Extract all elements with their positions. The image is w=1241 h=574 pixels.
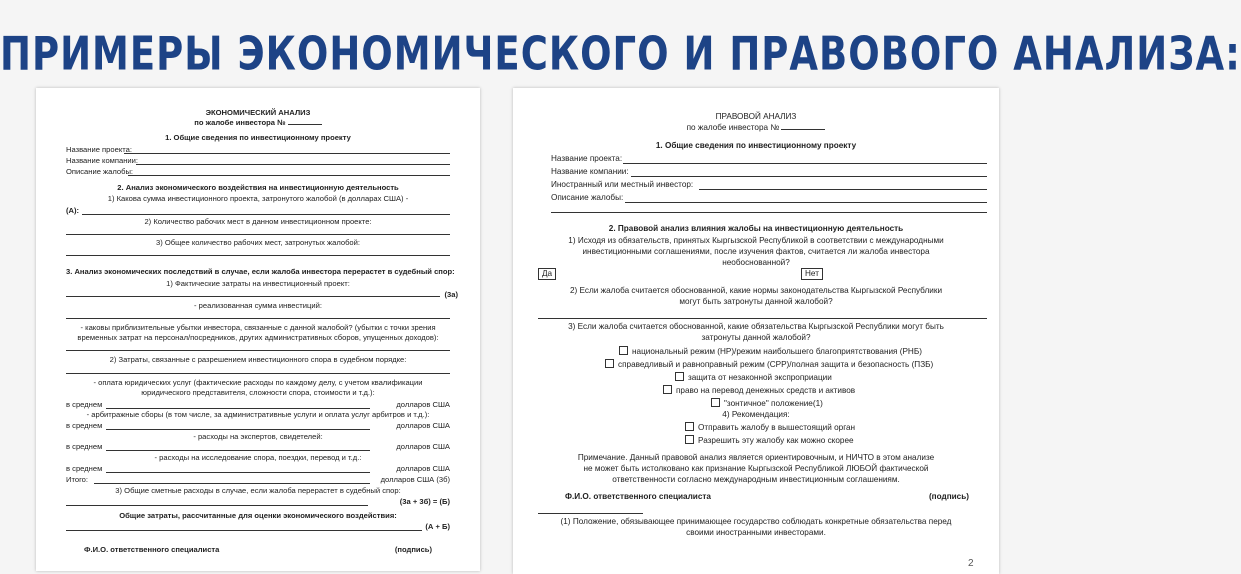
econ-3a-line[interactable] (66, 296, 440, 297)
econ-avg-4: в среднем (66, 464, 103, 473)
econ-section-1: 1. Общие сведения по инвестиционному проекту (165, 133, 351, 142)
legal-q1-line3: необоснованной? (722, 258, 790, 267)
econ-q2: 2) Количество рабочих мест в данном инвестиционном проекте: (144, 217, 372, 226)
econ-q33: 3) Общие сметные расходы в случае, если жалоба перерастет в судебный спор: (115, 486, 401, 495)
econ-field-project-line[interactable] (124, 153, 450, 154)
legal-q2-line1: 2) Если жалоба считается обоснованной, какие нормы законодательства Кыргызской Республики (569, 286, 943, 295)
legal-field-project-line[interactable] (623, 163, 987, 164)
econ-field-complaint-line[interactable] (128, 175, 450, 176)
legal-field-investor-label: Иностранный или местный инвестор: (551, 180, 694, 189)
checkbox-icon[interactable] (685, 422, 694, 431)
econ-legal-1: - оплата юридических услуг (фактические расходы по каждому делу, с учетом квалификации (93, 378, 423, 387)
economic-analysis-form (36, 88, 480, 571)
checkbox-icon[interactable] (675, 372, 684, 381)
econ-section-3: 3. Анализ экономических последствий в случае, если жалоба инвестора перерастет в судебный спор: (66, 267, 455, 276)
econ-b-line[interactable] (66, 505, 368, 506)
legal-q4: 4) Рекомендация: (722, 410, 790, 419)
econ-arbitration: - арбитражные сборы (в том числе, за административные услуги и оплата услуг арбитров и т.д.): (86, 410, 430, 419)
econ-research: - расходы на исследование спора, поездки, перевод и т.д.: (154, 453, 362, 462)
econ-3b-mark: долларов США (3б) (380, 475, 450, 484)
econ-q1: 1) Какова сумма инвестиционного проекта, затронутого жалобой (в долларах США) - (107, 194, 409, 203)
econ-fio: Ф.И.О. ответственного специалиста (84, 545, 220, 554)
econ-avg-1: в среднем (66, 400, 103, 409)
checkbox-icon[interactable] (605, 359, 614, 368)
econ-avg-3: в среднем (66, 442, 103, 451)
legal-q2-line2: могут быть затронуты данной жалобой? (679, 297, 833, 306)
checkbox-icon[interactable] (619, 346, 628, 355)
econ-losses-2: временных затрат на персонал/посредников, других административных сборов, упущенных доходов): (77, 333, 439, 342)
econ-title: ЭКОНОМИЧЕСКИЙ АНАЛИЗ (205, 108, 311, 117)
legal-field-complaint-line[interactable] (625, 202, 987, 203)
econ-avg-2: в среднем (66, 421, 103, 430)
legal-analysis-form (513, 88, 999, 574)
econ-total-label: Итого: (66, 475, 89, 484)
econ-avg-3-line[interactable] (106, 450, 370, 451)
econ-q3-line[interactable] (66, 255, 450, 256)
econ-q2-line[interactable] (66, 234, 450, 235)
econ-avg-1-line[interactable] (106, 408, 370, 409)
econ-subtitle: по жалобе инвестора № (36, 119, 480, 127)
econ-q32-line[interactable] (66, 373, 450, 374)
econ-q31: 1) Фактические затраты на инвестиционный проект: (166, 279, 350, 288)
econ-avg-4-line[interactable] (106, 472, 370, 473)
legal-title: ПРАВОВОЙ АНАЛИЗ (715, 112, 797, 121)
econ-b-mark: (3а + 3б) = (Б) (399, 497, 450, 506)
econ-overall: Общие затраты, рассчитанные для оценки экономического воздействия: (119, 511, 397, 520)
checkbox-icon[interactable] (711, 398, 720, 407)
legal-fio: Ф.И.О. ответственного специалиста (565, 492, 711, 501)
econ-field-company-label: Название компании: (66, 156, 139, 165)
econ-usd-1: долларов США (396, 400, 450, 409)
legal-q3-line2: затронуты данной жалобой? (701, 333, 811, 342)
econ-usd-3: долларов США (396, 442, 450, 451)
legal-footnote-2: своими иностранными инвесторами. (686, 528, 826, 537)
legal-q1-line1: 1) Исходя из обязательств, принятых Кыргызской Республикой в соответствии с международными (568, 236, 944, 245)
econ-field-project-label: Название проекта: (66, 145, 132, 154)
legal-field-complaint-line-2[interactable] (551, 212, 987, 213)
econ-total-line[interactable] (94, 483, 370, 484)
footnote-divider (538, 513, 643, 514)
legal-q1-line2: инвестиционными соглашениями, после изучения фактов, считается ли жалоба инвестора (582, 247, 930, 256)
legal-subtitle: по жалобе инвестора № (513, 124, 999, 132)
legal-q3-line1: 3) Если жалоба считается обоснованной, какие обязательства Кыргызской Республики могут быть (568, 322, 944, 331)
econ-ab-line[interactable] (66, 530, 422, 531)
econ-a-label: (А): (66, 206, 80, 215)
legal-opt-expropriation[interactable]: защита от незаконной экспроприации (675, 372, 832, 382)
legal-field-complaint-label: Описание жалобы: (551, 193, 624, 202)
legal-section-2: 2. Правовой анализ влияния жалобы на инвестиционную деятельность (608, 224, 904, 233)
econ-realized: - реализованная сумма инвестиций: (194, 301, 322, 310)
slide-title: ПРИМЕРЫ ЭКОНОМИЧЕСКОГО И ПРАВОВОГО АНАЛИЗА: (0, 27, 1241, 81)
checkbox-icon[interactable] (663, 385, 672, 394)
legal-opt-srr[interactable]: справедливый и равноправный режим (СРР)/полная защита и безопасность (ПЗБ) (605, 359, 933, 369)
legal-field-company-label: Название компании: (551, 167, 629, 176)
econ-field-complaint-label: Описание жалобы: (66, 167, 134, 176)
legal-note-3: ответственности согласно международным инвестиционным соглашениям. (612, 475, 900, 484)
legal-opt-umbrella[interactable]: "зонтичное" положение(1) (711, 398, 823, 408)
econ-sign: (подпись) (394, 545, 432, 554)
econ-q3: 3) Общее количество рабочих мест, затронутых жалобой: (155, 238, 361, 247)
legal-footnote-1: (1) Положение, обязывающее принимающее государство соблюдать конкретные обязательства перед (560, 517, 952, 526)
legal-field-investor-line[interactable] (699, 189, 987, 190)
econ-avg-2-line[interactable] (106, 429, 370, 430)
legal-rec-escalate[interactable]: Отправить жалобу в вышестоящий орган (685, 422, 855, 432)
econ-realized-line[interactable] (66, 318, 450, 319)
econ-legal-2: юридического представителя, сложности спора, стоимости и т.д.): (141, 388, 375, 397)
legal-note-2: не может быть истолковано как признание Кыргызской Республикой ЛЮБОЙ фактической (583, 464, 929, 473)
econ-losses-line[interactable] (66, 350, 450, 351)
legal-no-box[interactable]: Нет (801, 268, 823, 280)
econ-section-2: 2. Анализ экономического воздействия на инвестиционную деятельность (117, 183, 399, 192)
econ-usd-2: долларов США (396, 421, 450, 430)
legal-q2-answer-line[interactable] (538, 318, 987, 319)
econ-a-line[interactable] (82, 214, 450, 215)
legal-sign: (подпись) (928, 492, 969, 501)
econ-ab-mark: (А + Б) (425, 522, 450, 531)
legal-note-1: Примечание. Данный правовой анализ является ориентировочным, и НИЧТО в этом анализе (577, 453, 935, 462)
legal-opt-nr[interactable]: национальный режим (НР)/режим наибольшего благоприятствования (РНБ) (619, 346, 922, 356)
econ-q32: 2) Затраты, связанные с разрешением инвестиционного спора в судебном порядке: (109, 355, 407, 364)
econ-losses-1: - каковы приблизительные убытки инвестора, связанные с данной жалобой? (убытки с точки зрения (80, 323, 436, 332)
legal-opt-transfer[interactable]: право на перевод денежных средств и активов (663, 385, 855, 395)
legal-rec-resolve[interactable]: Разрешить эту жалобу как можно скорее (685, 435, 854, 445)
legal-field-project-label: Название проекта: (551, 154, 623, 163)
econ-field-company-line[interactable] (136, 164, 450, 165)
legal-field-company-line[interactable] (631, 176, 987, 177)
econ-experts: - расходы на экспертов, свидетелей: (193, 432, 323, 441)
econ-usd-4: долларов США (396, 464, 450, 473)
legal-yes-box[interactable]: Да (538, 268, 556, 280)
econ-3a-mark: (3а) (444, 290, 458, 299)
page-number: 2 (968, 558, 974, 569)
legal-section-1: 1. Общие сведения по инвестиционному проекту (655, 141, 857, 150)
checkbox-icon[interactable] (685, 435, 694, 444)
